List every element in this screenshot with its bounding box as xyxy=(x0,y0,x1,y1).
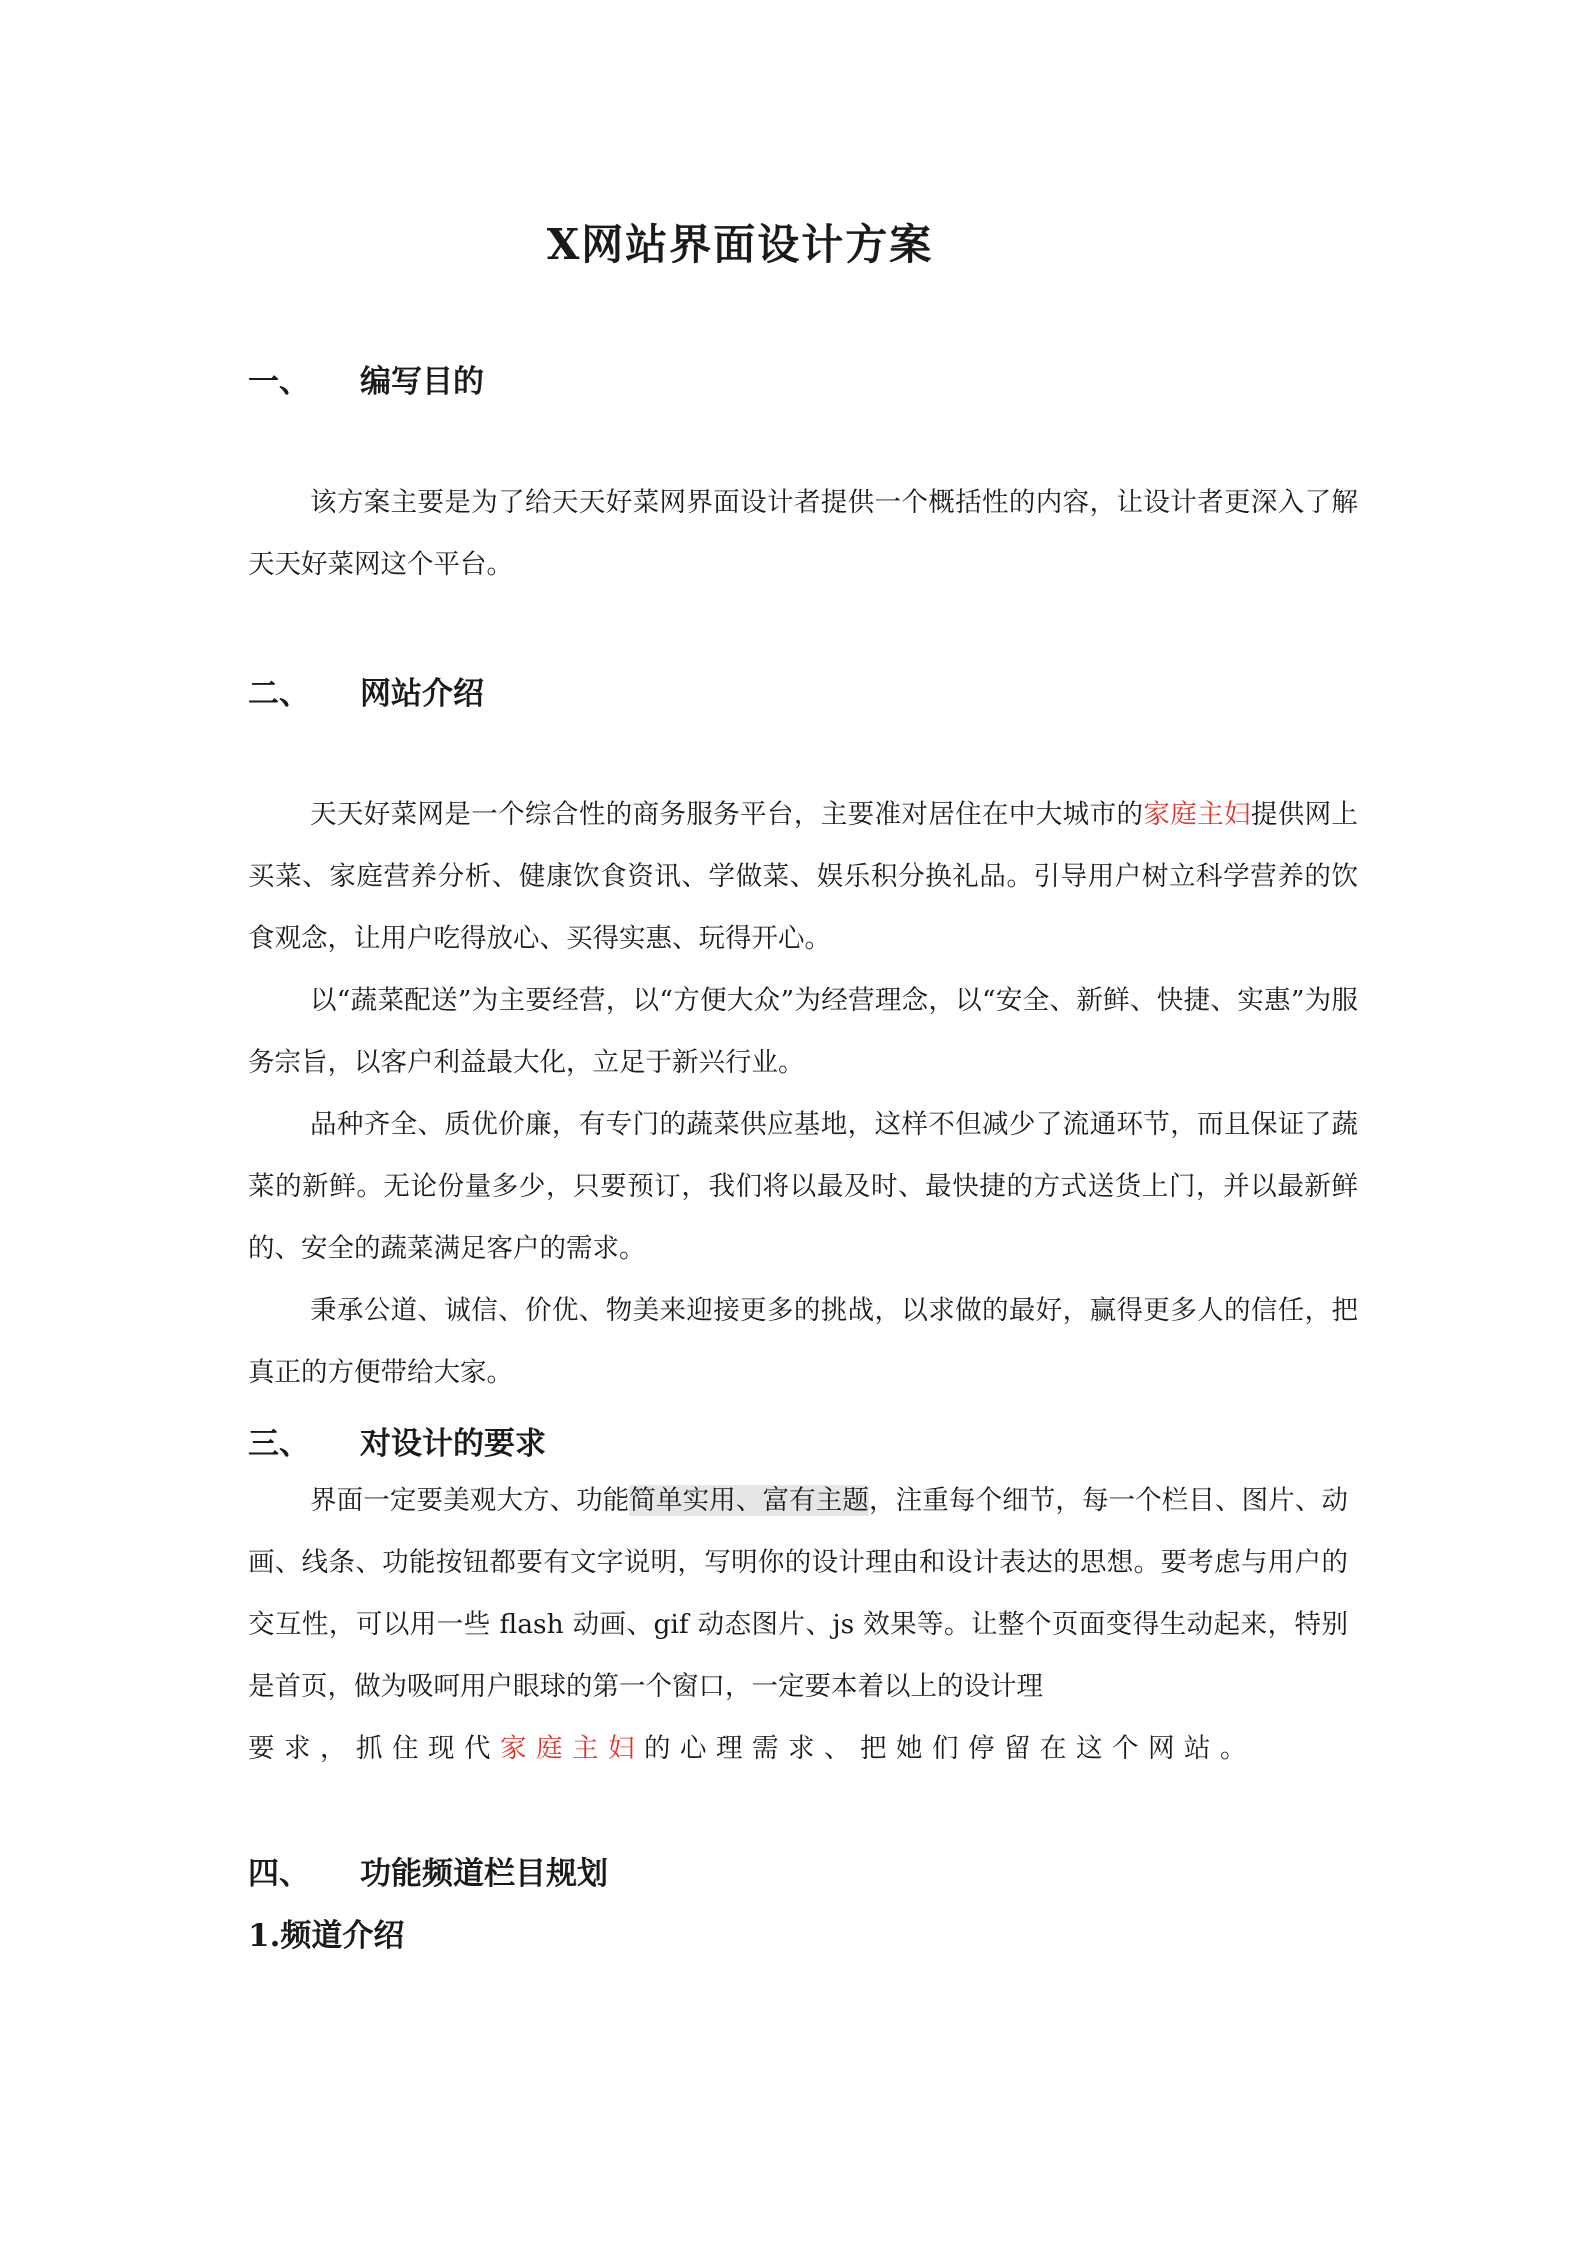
subsection-title: 1.频道介绍 xyxy=(248,1918,405,1954)
section-heading-4 xyxy=(248,1848,608,1893)
section-number: 二、 xyxy=(248,676,310,712)
section-title: 对设计的要求 xyxy=(360,1426,546,1462)
text-run: 天天好菜网是一个综合性的商务服务平台，主要准对居住在中大城市的 xyxy=(310,799,1144,830)
paragraph-intro xyxy=(248,784,1358,970)
text-run: 提供网上买菜、家庭营养分析、健康饮食资讯、学做菜、娱乐积分换礼品。引导用户树立科学营养的饮食观念，让用户吃得放心、买得实惠、玩得开心。 xyxy=(248,799,1359,954)
section-heading-2 xyxy=(248,668,484,713)
highlight-red-text: 家庭主妇 xyxy=(500,1733,644,1764)
paragraph-requirements xyxy=(248,1470,1348,1718)
section-title: 功能频道栏目规划 xyxy=(360,1856,608,1892)
section-heading-1 xyxy=(248,356,484,401)
paragraph-purpose: 该方案主要是为了给天天好菜网界面设计者提供一个概括性的内容，让设计者更深入了解天天好菜网这个平台。 xyxy=(248,487,1358,580)
paragraph-business: 以“蔬菜配送”为主要经营，以“方便大众”为经营理念，以“安全、新鲜、快捷、实惠”为服务宗旨，以客户利益最大化，立足于新兴行业。 xyxy=(248,985,1358,1078)
section-number: 四、 xyxy=(248,1856,310,1892)
paragraph-requirements-end xyxy=(248,1718,1358,1780)
section-number: 一、 xyxy=(248,364,310,400)
text-run: 要求，抓住现代 xyxy=(248,1733,500,1764)
document-title: X网站界面设计方案 xyxy=(546,220,934,269)
text-run: 的心理需求、把她们停留在这个网站。 xyxy=(644,1733,1256,1764)
section-heading-3 xyxy=(248,1418,546,1463)
section-number: 三、 xyxy=(248,1426,310,1462)
section-title: 网站介绍 xyxy=(360,676,484,712)
paragraph-values: 秉承公道、诚信、价优、物美来迎接更多的挑战，以求做的最好，赢得更多人的信任，把真正的方便带给大家。 xyxy=(248,1295,1358,1388)
highlighted-text: 简单实用、富有主题 xyxy=(629,1485,869,1516)
text-run: ，注重每个细节，每一个栏目、图片、动画、线条、功能按钮都要有文字说明，写明你的设计理由和设计表达的思想。要考虑与用户的交互性，可以用一些 flash 动画、gif 动态图片、js 效果等。让整个页面变得生动起来，特别是首页，做为吸呵用户眼球的第一个窗口，一定要本着以上的设计理 xyxy=(248,1485,1349,1702)
text-run: 界面一定要美观大方、功能 xyxy=(310,1485,630,1516)
section-title: 编写目的 xyxy=(360,364,484,400)
highlight-red-text: 家庭主妇 xyxy=(1143,799,1251,830)
paragraph-products: 品种齐全、质优价廉，有专门的蔬菜供应基地，这样不但减少了流通环节，而且保证了蔬菜的新鲜。无论份量多少，只要预订，我们将以最及时、最快捷的方式送货上门，并以最新鲜的、安全的蔬菜满足客户的需求。 xyxy=(248,1109,1358,1264)
